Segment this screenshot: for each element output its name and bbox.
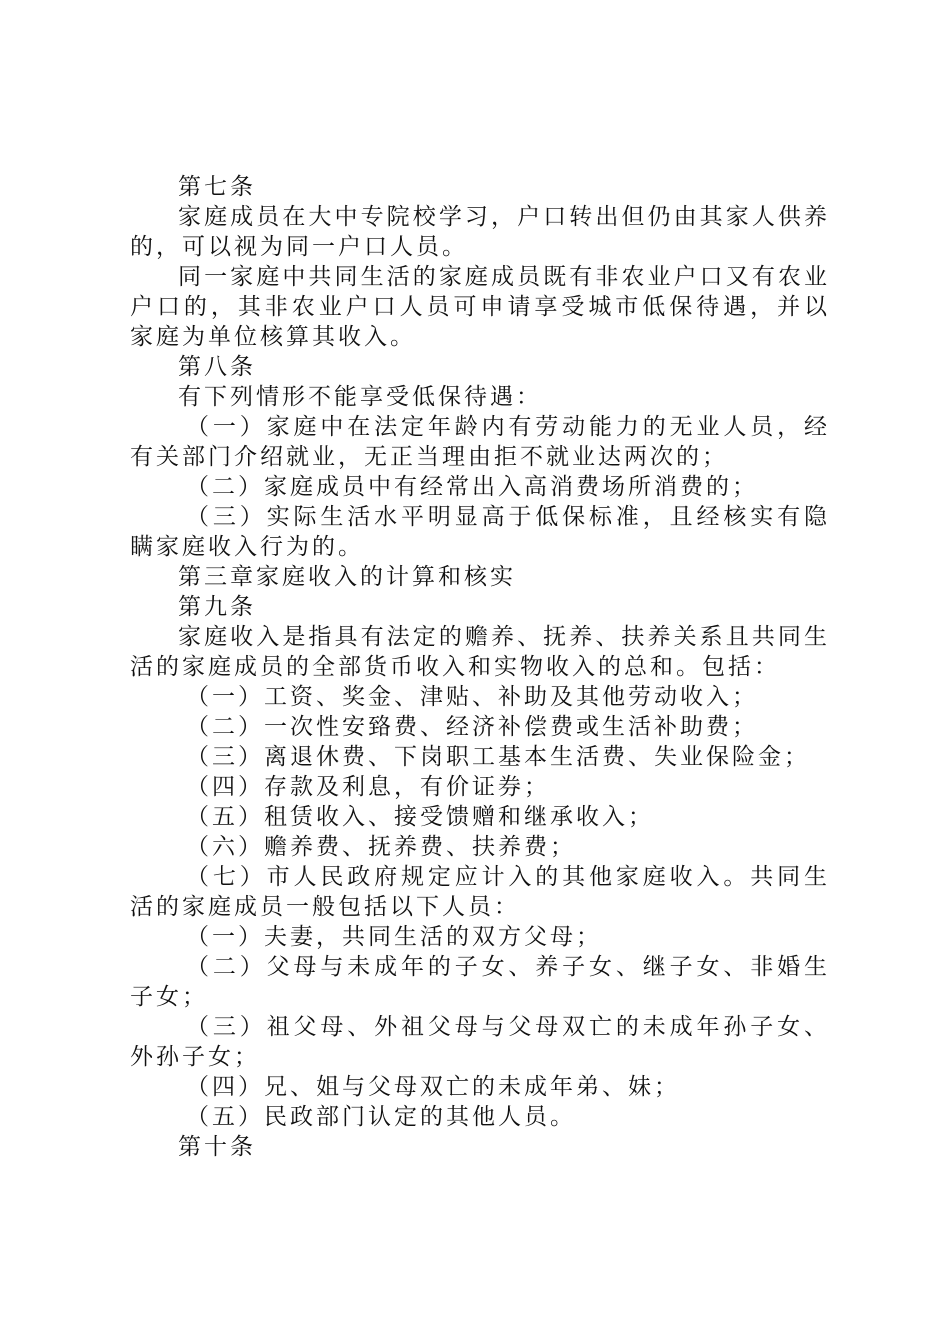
list-item: （五）租赁收入、接受馈赠和继承收入； (186, 804, 654, 830)
paragraph: 有下列情形不能享受低保待遇： (178, 384, 542, 410)
paragraph: 家庭收入是指具有法定的赡养、抚养、扶养关系且共同生活的家庭成员的全部货币收入和实物收入的总和。包括： (130, 624, 830, 680)
list-item: （二）一次性安臵费、经济补偿费或生活补助费； (186, 714, 758, 740)
chapter-heading-3: 第三章家庭收入的计算和核实 (178, 564, 516, 590)
document-body (130, 172, 830, 1162)
list-item: （六）赡养费、抚养费、扶养费； (186, 834, 576, 860)
article-heading-8: 第八条 (178, 354, 256, 380)
paragraph: 同一家庭中共同生活的家庭成员既有非农业户口又有农业户口的，其非农业户口人员可申请享受城市低保待遇，并以家庭为单位核算其收入。 (130, 264, 830, 350)
list-item: （二）父母与未成年的子女、养子女、继子女、非婚生子女； (130, 954, 830, 1010)
article-heading-7: 第七条 (178, 174, 256, 200)
article-heading-10: 第十条 (178, 1134, 256, 1160)
list-item: （四）存款及利息，有价证券； (186, 774, 550, 800)
paragraph: 家庭成员在大中专院校学习，户口转出但仍由其家人供养的，可以视为同一户口人员。 (130, 204, 830, 260)
list-item: （三）祖父母、外祖父母与父母双亡的未成年孙子女、外孙子女； (130, 1014, 830, 1070)
article-heading-9: 第九条 (178, 594, 256, 620)
list-item: （三）实际生活水平明显高于低保标准，且经核实有隐瞒家庭收入行为的。 (130, 504, 830, 560)
list-item: （二）家庭成员中有经常出入高消费场所消费的； (186, 474, 758, 500)
list-item: （一）夫妻，共同生活的双方父母； (186, 924, 602, 950)
list-item: （一）家庭中在法定年龄内有劳动能力的无业人员，经有关部门介绍就业，无正当理由拒不就业达两次的； (130, 414, 830, 470)
list-item: （四）兄、姐与父母双亡的未成年弟、妹； (186, 1074, 680, 1100)
list-item: （七）市人民政府规定应计入的其他家庭收入。共同生活的家庭成员一般包括以下人员： (130, 864, 830, 920)
list-item: （五）民政部门认定的其他人员。 (186, 1104, 576, 1130)
list-item: （三）离退休费、下岗职工基本生活费、失业保险金； (186, 744, 810, 770)
list-item: （一）工资、奖金、津贴、补助及其他劳动收入； (186, 684, 758, 710)
